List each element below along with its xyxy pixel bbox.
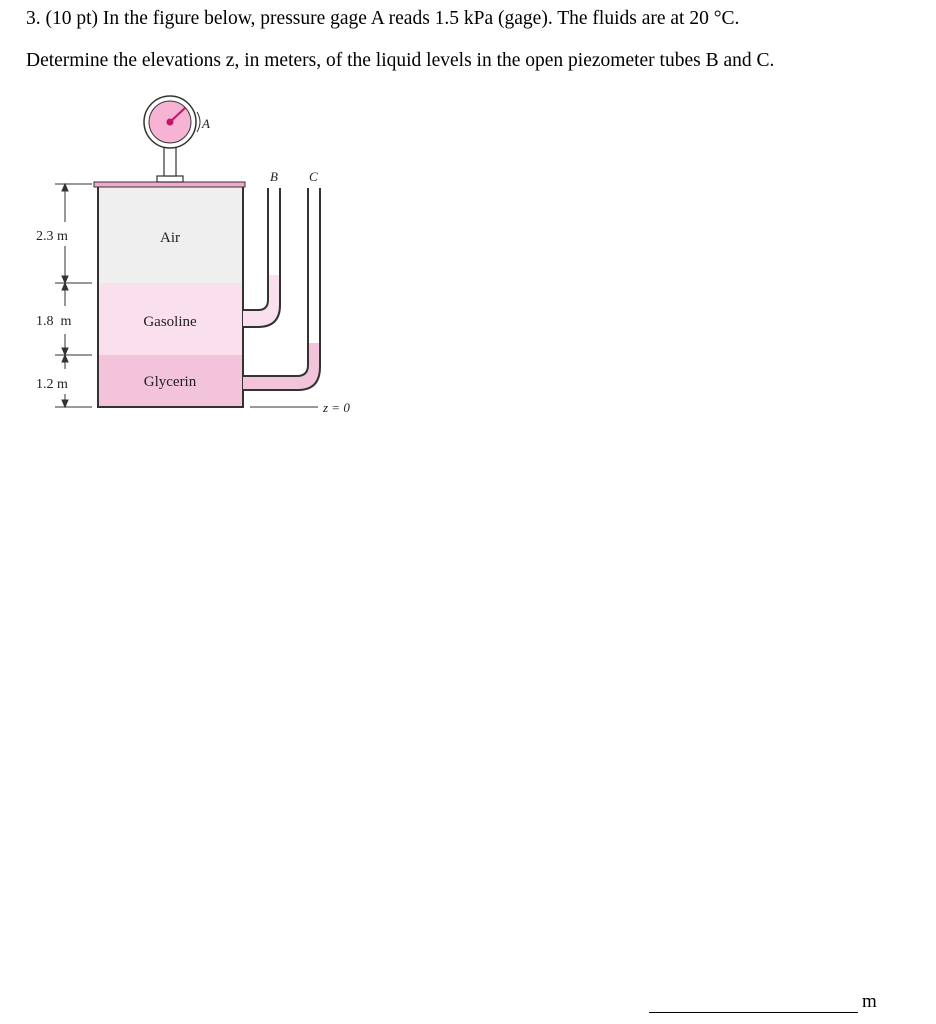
gasoline-label: Gasoline xyxy=(143,314,197,330)
answer-unit: m xyxy=(862,991,877,1012)
tube-b-fluid xyxy=(243,275,279,326)
answer-blank[interactable] xyxy=(649,1012,858,1013)
pressure-gage-icon xyxy=(144,96,196,148)
air-label: Air xyxy=(160,230,180,246)
dimension-lines xyxy=(55,184,92,407)
gage-label: A xyxy=(202,116,210,131)
gage-bracket xyxy=(197,112,200,132)
gasoline-thickness-label: 1.8 m xyxy=(36,314,72,329)
tube-c-label: C xyxy=(309,169,318,184)
tube-b-label: B xyxy=(270,169,278,184)
piezometer-figure xyxy=(0,0,936,440)
air-thickness-label: 2.3 m xyxy=(36,229,68,244)
datum-label: z = 0 xyxy=(323,400,350,415)
glycerin-label: Glycerin xyxy=(143,374,197,390)
tank-lid xyxy=(94,182,245,187)
gage-base xyxy=(157,176,183,182)
tube-b-inner-wall xyxy=(243,188,268,310)
question-line-2: Determine the elevations z, in meters, of the liquid levels in the open piezometer tubes B and C. xyxy=(26,50,775,71)
gage-stem xyxy=(164,146,176,176)
glycerin-thickness-label: 1.2 m xyxy=(36,377,68,392)
question-line-1: 3. (10 pt) In the figure below, pressure gage A reads 1.5 kPa (gage). The fluids are at 20 °C. xyxy=(26,8,740,29)
